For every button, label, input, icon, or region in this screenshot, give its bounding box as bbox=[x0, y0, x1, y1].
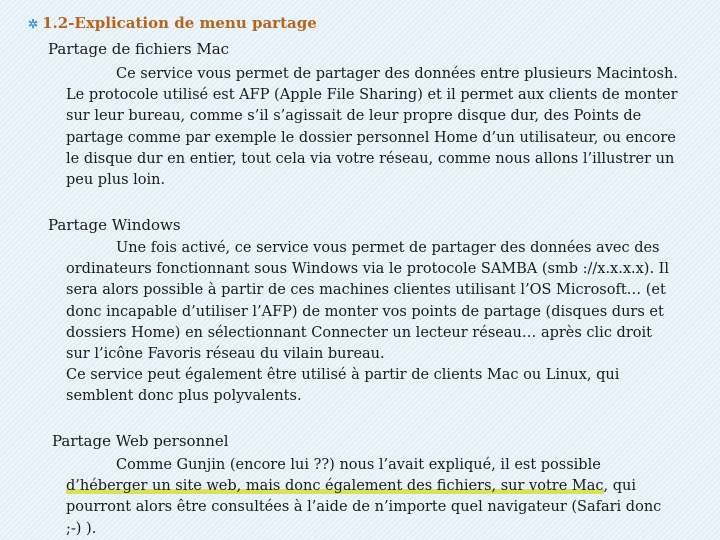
section-title-web: Partage Web personnel bbox=[52, 432, 229, 450]
slide-heading bbox=[28, 14, 317, 32]
paragraph-mac bbox=[66, 64, 680, 191]
paragraph-web-text: Comme Gunjin (encore lui ??) nous l’avait expliqué, il est possible bbox=[116, 457, 601, 473]
paragraph-web bbox=[66, 455, 680, 540]
web-hosting-link[interactable]: d’héberger un site web, mais donc également des fichiers, sur votre Mac bbox=[66, 478, 604, 495]
paragraph-web-text-end: , qui pourront alors être consultées à l’aide de n’importe quel navigateur (Safari donc ;-) ). bbox=[66, 478, 662, 537]
section-title-windows: Partage Windows bbox=[48, 216, 181, 234]
heading-text: 1.2-Explication de menu partage bbox=[42, 14, 317, 32]
paragraph-mac-text: Ce service vous permet de partager des données entre plusieurs Macintosh. Le protocole utilisé est AFP (Apple File Sharing) et il permet aux clients de monter sur leur bureau, comme s’il s’agissait de leur propre disque dur, des Points de partage comme par exemple le dossier personnel Home d’un utilisateur, ou encore le disque dur en entier, tout cela via votre réseau, comme nous allons l’illustrer un peu plus loin. bbox=[66, 66, 678, 189]
paragraph-windows-text-2: Ce service peut également être utilisé à partir de clients Mac ou Linux, qui semblent donc plus polyvalents. bbox=[66, 367, 620, 405]
paragraph-windows bbox=[66, 238, 680, 408]
paragraph-windows-text: Une fois activé, ce service vous permet de partager des données avec des ordinateurs fonctionnant sous Windows via le protocole SAMBA (smb ://x.x.x.x). Il sera alors possible à partir de ces machines clientes utilisant l’OS Microsoft… (et donc incapable d’utiliser l’AFP) de monter vos points de partage (disques durs et dossiers Home) en sélectionnant Connecter un lecteur réseau… après clic droit sur l’icône Favoris réseau du vilain bureau. bbox=[66, 240, 670, 363]
section-title-mac: Partage de fichiers Mac bbox=[48, 40, 230, 58]
bullet-icon: ✲ bbox=[28, 17, 39, 31]
